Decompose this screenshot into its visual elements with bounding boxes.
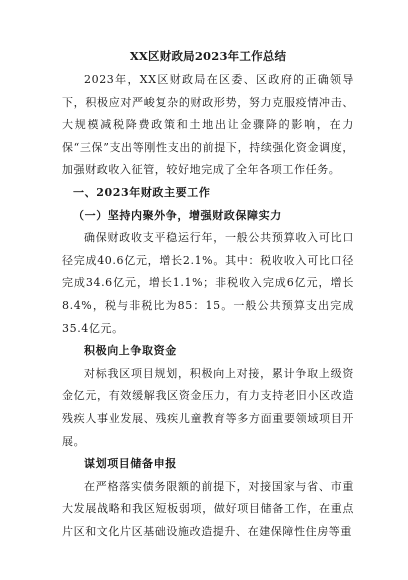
- subsection-paragraph: 确保财政收支平稳运行年，一般公共预算收入可比口径完成40.6亿元，增长2.1%。其中：税收收入可比口径完成34.6亿元，增长1.1%；非税收入完成6亿元，增长8.4%，税与非税比为85：15。一般公共预算支出完成35.4亿元。: [62, 231, 354, 335]
- subsection-heading: （一）坚持内聚外争，增强财政保障实力: [73, 208, 282, 222]
- topic-heading-funding: 积极向上争取资金: [84, 344, 177, 358]
- document-title: XX区财政局2023年工作总结: [129, 49, 287, 63]
- section-heading: 一、2023年财政主要工作: [73, 185, 211, 199]
- topic-paragraph-projects: 在严格落实债务限额的前提下，对接国家与省、市重大发展战略和我区短板弱项，做好项目储备工作，在重点片区和文化片区基础设施改造提升、在建保障性住房等重: [62, 479, 354, 538]
- intro-paragraph: 2023年，XX区财政局在区委、区政府的正确领导下，积极应对严峻复杂的财政形势，努力克服疫情冲击、大规模减税降费政策和土地出让金骤降的影响，在力保“三保”支出等刚性支出的前提下，持续强化资金调度，加强财政收入征管，较好地完成了全年各项工作任务。: [62, 73, 354, 177]
- topic-paragraph-funding: 对标我区项目规划，积极向上对接，累计争取上级资金亿元，有效缓解我区资金压力，有力支持老旧小区改造残疾人事业发展、残疾儿童教育等多方面重要领域项目开展。: [62, 366, 354, 448]
- topic-heading-projects: 谋划项目储备申报: [84, 457, 177, 471]
